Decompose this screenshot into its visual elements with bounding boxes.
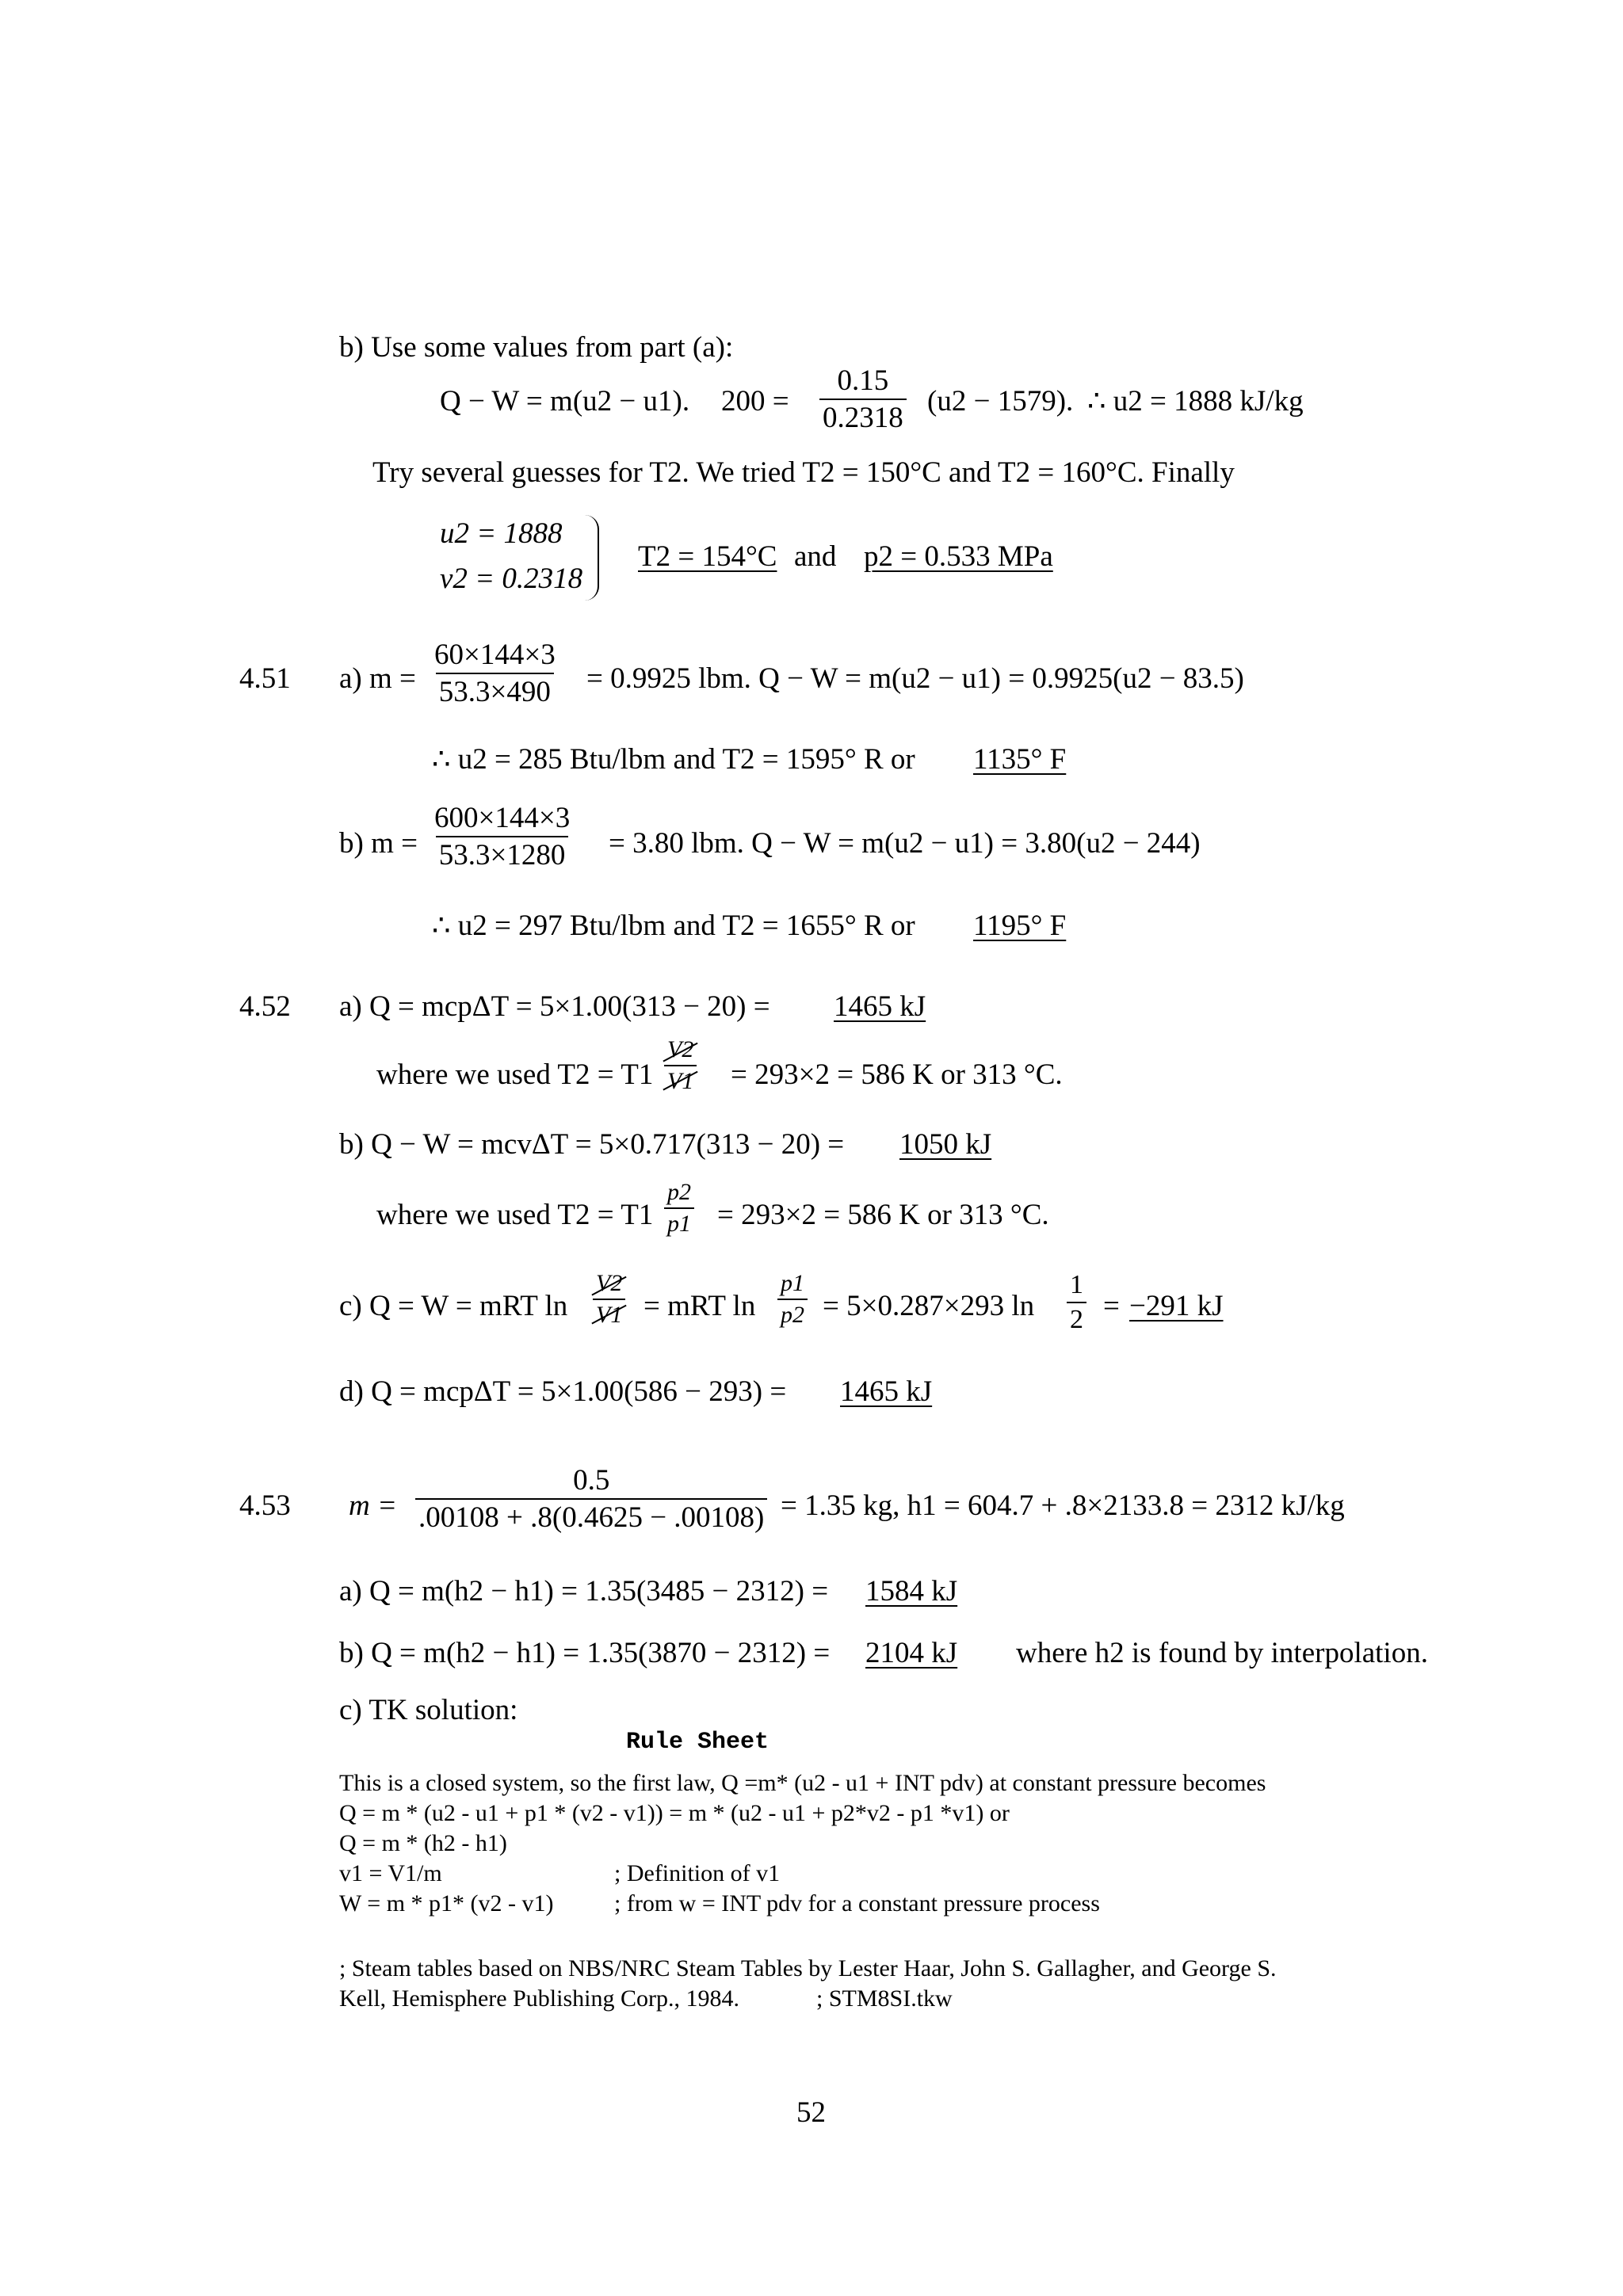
p451-b-answer: 1195° F (973, 910, 1067, 942)
p452-a: a) Q = mcpΔT = 5×1.00(313 − 20) = (339, 990, 770, 1023)
equation-b1-right: (u2 − 1579). (927, 385, 1074, 418)
fraction-numerator: 0.15 (837, 364, 889, 397)
fraction-denominator: .00108 + .8(0.4625 − .00108) (415, 1498, 767, 1532)
rule-line: Q = m * (h2 - h1) (339, 1830, 507, 1856)
p452-d-answer: 1465 kJ (840, 1375, 933, 1408)
p451-a-fraction (426, 640, 563, 707)
fraction-denominator: 53.3×1280 (436, 836, 569, 870)
steam-note-line-2: Kell, Hemisphere Publishing Corp., 1984. (339, 1985, 739, 2012)
p452-c-answer: −291 kJ (1129, 1290, 1224, 1322)
p452-c-fraction-3 (1062, 1272, 1091, 1333)
fraction-numerator: p1 (781, 1270, 804, 1296)
steam-note-file: ; STM8SI.tkw (816, 1985, 953, 2012)
fraction-numerator: p2 (667, 1179, 691, 1205)
fraction-denominator: p2 (777, 1299, 808, 1327)
equation-b1-fraction (815, 366, 911, 433)
fraction-numerator: V2 (593, 1272, 625, 1299)
p452-c: c) Q = W = mRT ln (339, 1290, 568, 1322)
p453-b-tail: where h2 is found by interpolation. (1016, 1637, 1428, 1669)
fraction-denominator: p1 (664, 1207, 694, 1236)
p453-fraction (411, 1466, 772, 1532)
p452-c-eq: = (1103, 1290, 1120, 1322)
p452-a-tail: = 293×2 = 586 K or 313 °C. (731, 1058, 1063, 1091)
p453-b-answer: 2104 kJ (865, 1637, 958, 1669)
p452-c-fraction-1 (588, 1272, 630, 1327)
rule-sheet-title: Rule Sheet (626, 1729, 769, 1756)
problem-number-4-52: 4.52 (239, 990, 291, 1023)
fraction-numerator: 0.5 (573, 1464, 610, 1497)
p452-d: d) Q = mcpΔT = 5×1.00(586 − 293) = (339, 1375, 787, 1408)
p451-a-result: ∴ u2 = 285 Btu/lbm and T2 = 1595° R or (432, 743, 915, 776)
p451-a-rest: = 0.9925 lbm. Q − W = m(u2 − u1) = 0.9925(u2 − 83.5) (586, 662, 1244, 695)
p452-b: b) Q − W = mcvΔT = 5×0.717(313 − 20) = (339, 1128, 845, 1161)
fraction-denominator: 0.2318 (819, 399, 907, 433)
equation-b1-result: ∴ u2 = 1888 kJ/kg (1087, 385, 1304, 418)
rule-w-equation: W = m * p1* (v2 - v1) (339, 1890, 554, 1917)
p452-c-mid: = mRT ln (643, 1290, 756, 1322)
problem-number-4-53: 4.53 (239, 1489, 291, 1522)
p452-b-where: where we used T2 = T1 (376, 1199, 654, 1231)
p452-b-answer: 1050 kJ (899, 1128, 992, 1161)
p451-b-rest: = 3.80 lbm. Q − W = m(u2 − u1) = 3.80(u2 − 244) (609, 827, 1201, 860)
equation-b1-left: Q − W = m(u2 − u1). (440, 385, 690, 418)
p452-b-tail: = 293×2 = 586 K or 313 °C. (717, 1199, 1049, 1231)
final-T2: T2 = 154°C (638, 540, 777, 573)
rule-line: This is a closed system, so the first law, Q =m* (u2 - u1 + INT pdv) at constant pressure becomes (339, 1770, 1266, 1796)
p453-a-answer: 1584 kJ (865, 1575, 958, 1608)
rule-v1-equation: v1 = V1/m (339, 1860, 442, 1886)
fraction-numerator: 1 (1070, 1270, 1083, 1299)
part-b-heading: b) Use some values from part (a): (339, 331, 734, 364)
p453-c: c) TK solution: (339, 1694, 518, 1726)
p452-a-answer: 1465 kJ (834, 990, 926, 1023)
p453-rest: = 1.35 kg, h1 = 604.7 + .8×2133.8 = 2312 kJ/kg (781, 1489, 1345, 1522)
p452-b-fraction (659, 1180, 699, 1236)
equation-b1-200: 200 = (721, 385, 789, 418)
fraction-denominator: 53.3×490 (436, 673, 554, 707)
p452-a-where: where we used T2 = T1 (376, 1058, 654, 1091)
right-brace (585, 515, 599, 601)
u2-line: u2 = 1888 (440, 517, 563, 550)
p452-a-fraction (659, 1038, 701, 1093)
v2-line: v2 = 0.2318 (440, 563, 583, 595)
p452-c-fraction-2 (773, 1272, 812, 1327)
problem-number-4-51: 4.51 (239, 662, 291, 695)
fraction-numerator: 60×144×3 (434, 639, 556, 671)
p451-a-label: a) m = (339, 662, 416, 695)
guess-text: Try several guesses for T2. We tried T2 = 150°C and T2 = 160°C. Finally (372, 456, 1235, 489)
rule-w-comment: ; from w = INT pdv for a constant pressure process (614, 1890, 1100, 1917)
fraction-numerator: 600×144×3 (434, 802, 571, 834)
p453-a: a) Q = m(h2 − h1) = 1.35(3485 − 2312) = (339, 1575, 829, 1608)
p453-b: b) Q = m(h2 − h1) = 1.35(3870 − 2312) = (339, 1637, 831, 1669)
final-and: and (794, 540, 837, 573)
p451-b-fraction (426, 803, 578, 870)
p452-c-mid2: = 5×0.287×293 ln (823, 1290, 1035, 1322)
rule-line: Q = m * (u2 - u1 + p1 * (v2 - v1)) = m * (u2 - u1 + p2*v2 - p1 *v1) or (339, 1800, 1010, 1826)
fraction-denominator: 2 (1067, 1302, 1086, 1333)
fraction-denominator: V1 (593, 1299, 625, 1327)
rule-v1-comment: ; Definition of v1 (614, 1860, 781, 1886)
fraction-numerator: V2 (664, 1038, 697, 1065)
final-p2: p2 = 0.533 MPa (864, 540, 1053, 573)
fraction-denominator: V1 (664, 1065, 697, 1093)
page-number: 52 (796, 2096, 826, 2129)
p451-b-result: ∴ u2 = 297 Btu/lbm and T2 = 1655° R or (432, 910, 915, 942)
p451-a-answer: 1135° F (973, 743, 1067, 776)
steam-note-line-1: ; Steam tables based on NBS/NRC Steam Tables by Lester Haar, John S. Gallagher, and George S. (339, 1955, 1277, 1981)
p451-b-label: b) m = (339, 827, 418, 860)
p453-m: m = (349, 1489, 397, 1522)
